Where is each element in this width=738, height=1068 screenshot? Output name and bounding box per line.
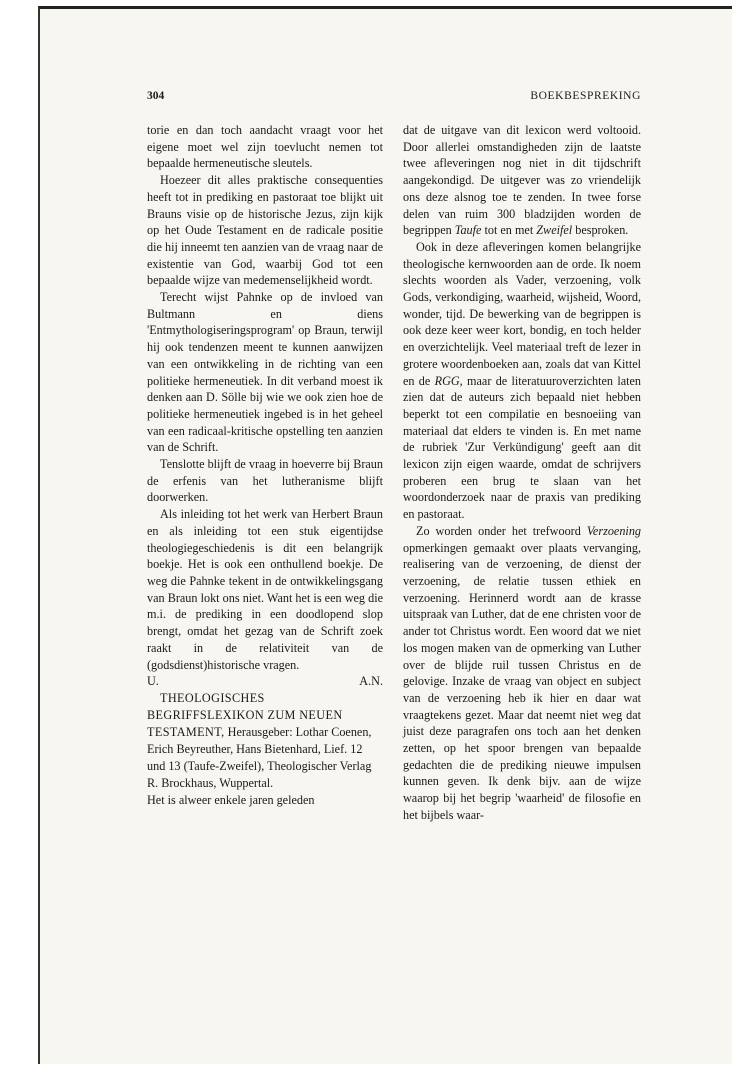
running-title: BOEKBESPREKING	[530, 90, 641, 102]
text-run: maar de literatuuroverzichten laten zien dat de auteurs zich bepaald niet hebben beperkt tot een compilatie en besnoeiing van materiaal dat elders te vinden is. En met name de rubriek 'Zur Verkündigung' geeft aan dit lexicon zijn eigen waarde, omdat de schrijvers proberen een brug te slaan van het woordonderzoek naar de praxis van prediking en pastoraat.	[403, 373, 642, 522]
italic-term: Verzoening	[586, 523, 642, 538]
italic-term: Taufe	[454, 223, 482, 238]
text-run: besproken.	[575, 223, 629, 238]
paragraph	[403, 239, 641, 523]
paragraph: Als inleiding tot het werk van Herbert Braun en als inleiding tot een stuk eigentijdse theologiegeschiedenis is dit een belangrijk boekje. Het is ook een onthullend boekje. De weg die Pahnke tekent in de ontwikkelingsgang van Braun lokt ons niet. Want het is een weg die m.i. de prediking in een doodlopend slop brengt, omdat het gezag van de Schrift zoek raakt in de relativiteit van de (godsdienst)historische vragen.	[147, 507, 383, 672]
paragraph: Het is alweer enkele jaren geleden	[147, 792, 315, 807]
right-column	[403, 122, 641, 824]
book-details: Herausgeber: Lothar Coenen, Erich Beyreuther, Hans Bietenhard, Lief. 12 und 13 (Taufe-Zweifel), Theologischer Verlag R. Brockhaus, Wuppertal.	[147, 724, 372, 790]
signature-initial-right: A.N.	[359, 674, 383, 689]
text-run: tot en met	[484, 223, 534, 238]
paragraph	[403, 122, 641, 239]
paragraph	[403, 523, 641, 824]
book-entry	[147, 690, 383, 792]
page-header	[147, 90, 641, 106]
italic-term: Zweifel	[536, 223, 573, 238]
text-run: opmerkingen gemaakt over plaats vervanging, realisering van de verzoening, de dienst der verzoening, de relatie tussen ethiek en verzoening. Herinnerd wordt aan de krasse uitspraak van Luther, dat de ene christen voor de ander tot Christus wordt. Een woord dat we niet los mogen maken van de opmerking van Luther over de blijde ruil tussen Christus en de gelovige. Inzake de vraag van object en subject van de verzoening heb ik hier en daar wat vraagtekens gezet. Maar dat neemt niet weg dat juist deze paragrafen ons toch aan het denken zetten, op het spoor brengen van bepaalde gedachten die de prediking nieuwe impulsen kunnen geven. Ik denk bijv. aan de wijze waarop bij het begrip 'waarheid' de filosofie en het bijbels waar-	[403, 540, 641, 822]
paragraph: Hoezeer dit alles praktische consequenties heeft tot in prediking en pastoraat toe blijkt uit Brauns visie op de historische Jezus, zijn kijk op het Oude Testament en de radicale positie die hij inneemt ten aanzien van de vraag naar de existentie van God, waarbij God tot een bepaalde wijze van medemenselijkheid wordt.	[147, 173, 383, 288]
signature-initial-left: U.	[147, 674, 159, 689]
paragraph: torie en dan toch aandacht vraagt voor het eigene moet wel zijn toevlucht nemen tot bepaalde hermeneutische sleutels.	[147, 123, 383, 171]
text-run: dat de uitgave van dit lexicon werd voltooid. Door allerlei omstandigheden zijn de laatste twee afleveringen nog niet in dit tijdschrift aangekondigd. De uitgever was zo vriendelijk ons deze alsnog toe te zenden. In twee forse delen van ruim 300 bladzijden worden de begrippen	[403, 123, 641, 238]
paragraph: Tenslotte blijft de vraag in hoeverre bij Braun de erfenis van het lutheranisme blijft doorwerken.	[147, 457, 383, 505]
review-signature	[147, 673, 383, 690]
book-title: THEOLOGISCHES BEGRIFFSLEXIKON ZUM NEUEN TESTAMENT,	[147, 690, 343, 739]
italic-term: RGG,	[434, 373, 463, 388]
text-run: Ook in deze afleveringen komen belangrijke theologische kernwoorden aan de orde. Ik noem slechts woorden als Vader, verzoening, volk Gods, verkondiging, waarheid, wijsheid, Woord, wonder, tijd. De bewerking van de begrippen is ook deze keer weer kort, bondig, en toch helder en overzichtelijk. Veel materiaal treft de lezer in grotere woordenboeken aan, zoals dat van Kittel en de	[403, 239, 641, 388]
left-column	[147, 122, 383, 809]
paragraph: Terecht wijst Pahnke op de invloed van Bultmann en diens 'Entmythologiseringsprogram' op Braun, terwijl hij ook tendenzen meent te kunnen aanwijzen van een ontwikkeling in de richting van een politieke hermeneutiek. In dit verband moest ik denken aan D. Sölle bij wie we ook zien hoe de politieke hermeneutiek ingebed is in het geheel van een radicaal-kritische opstelling ten aanzien van de Schrift.	[147, 290, 383, 455]
page-number: 304	[147, 90, 165, 102]
text-run: Zo worden onder het trefwoord	[416, 523, 581, 538]
